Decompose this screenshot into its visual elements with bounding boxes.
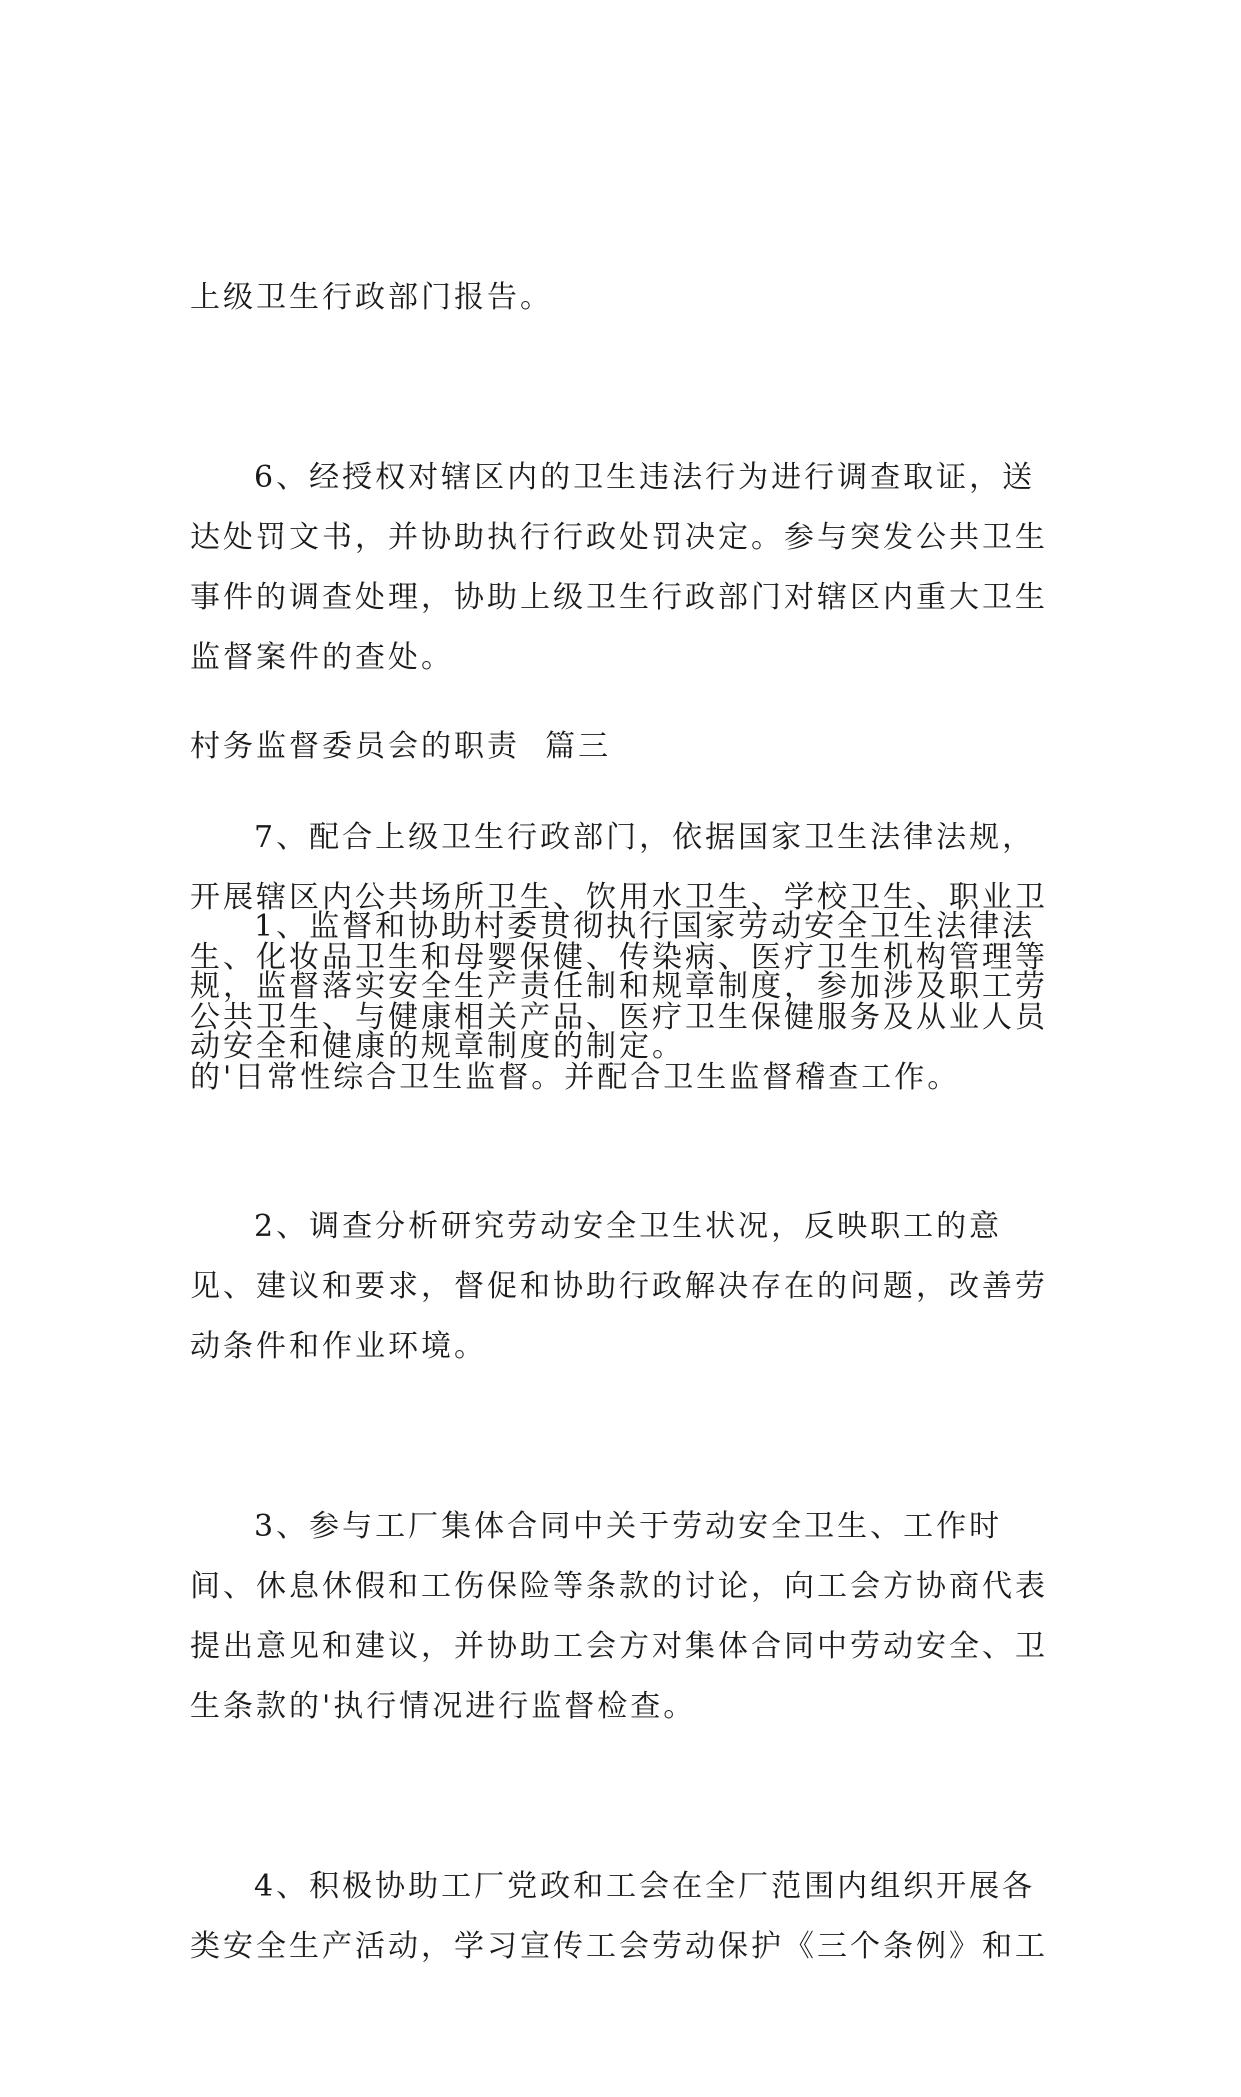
item-3: 3、参与工厂集体合同中关于劳动安全卫生、工作时间、休息休假和工伤保险等条款的讨论，向工会方协商代表提出意见和建议，并协助工会方对集体合同中劳动安全、卫生条款的'执行情况进行监督检查。: [190, 1509, 1048, 1724]
item-7: 7、配合上级卫生行政部门，依据国家卫生法律法规，开展辖区内公共场所卫生、饮用水卫生、学校卫生、职业卫生、化妆品卫生和母婴保健、传染病、医疗卫生机构管理等公共卫生、与健康相关产品、医疗卫生保健服务及从业人员的'日常性综合卫生监督。并配合卫生监督稽查工作。: [190, 820, 1048, 1095]
continuation-line: 上级卫生行政部门报告。: [190, 280, 553, 315]
item-6: 6、经授权对辖区内的卫生违法行为进行调查取证，送达处罚文书，并协助执行行政处罚决定。参与突发公共卫生事件的调查处理，协助上级卫生行政部门对辖区内重大卫生监督案件的查处。: [190, 460, 1048, 675]
section-three-heading: 村务监督委员会的职责 篇三: [190, 729, 612, 764]
item-1: 1、监督和协助村委贯彻执行国家劳动安全卫生法律法规，监督落实安全生产责任制和规章制度，参加涉及职工劳动安全和健康的规章制度的制定。: [190, 909, 1048, 1064]
item-4: 4、积极协助工厂党政和工会在全厂范围内组织开展各类安全生产活动，学习宣传工会劳动保护《三个条例》和工: [190, 1869, 1048, 1964]
section-three-body: [190, 777, 1060, 2097]
item-2: 2、调查分析研究劳动安全卫生状况，反映职工的意见、建议和要求，督促和协助行政解决存在的问题，改善劳动条件和作业环境。: [190, 1209, 1048, 1364]
